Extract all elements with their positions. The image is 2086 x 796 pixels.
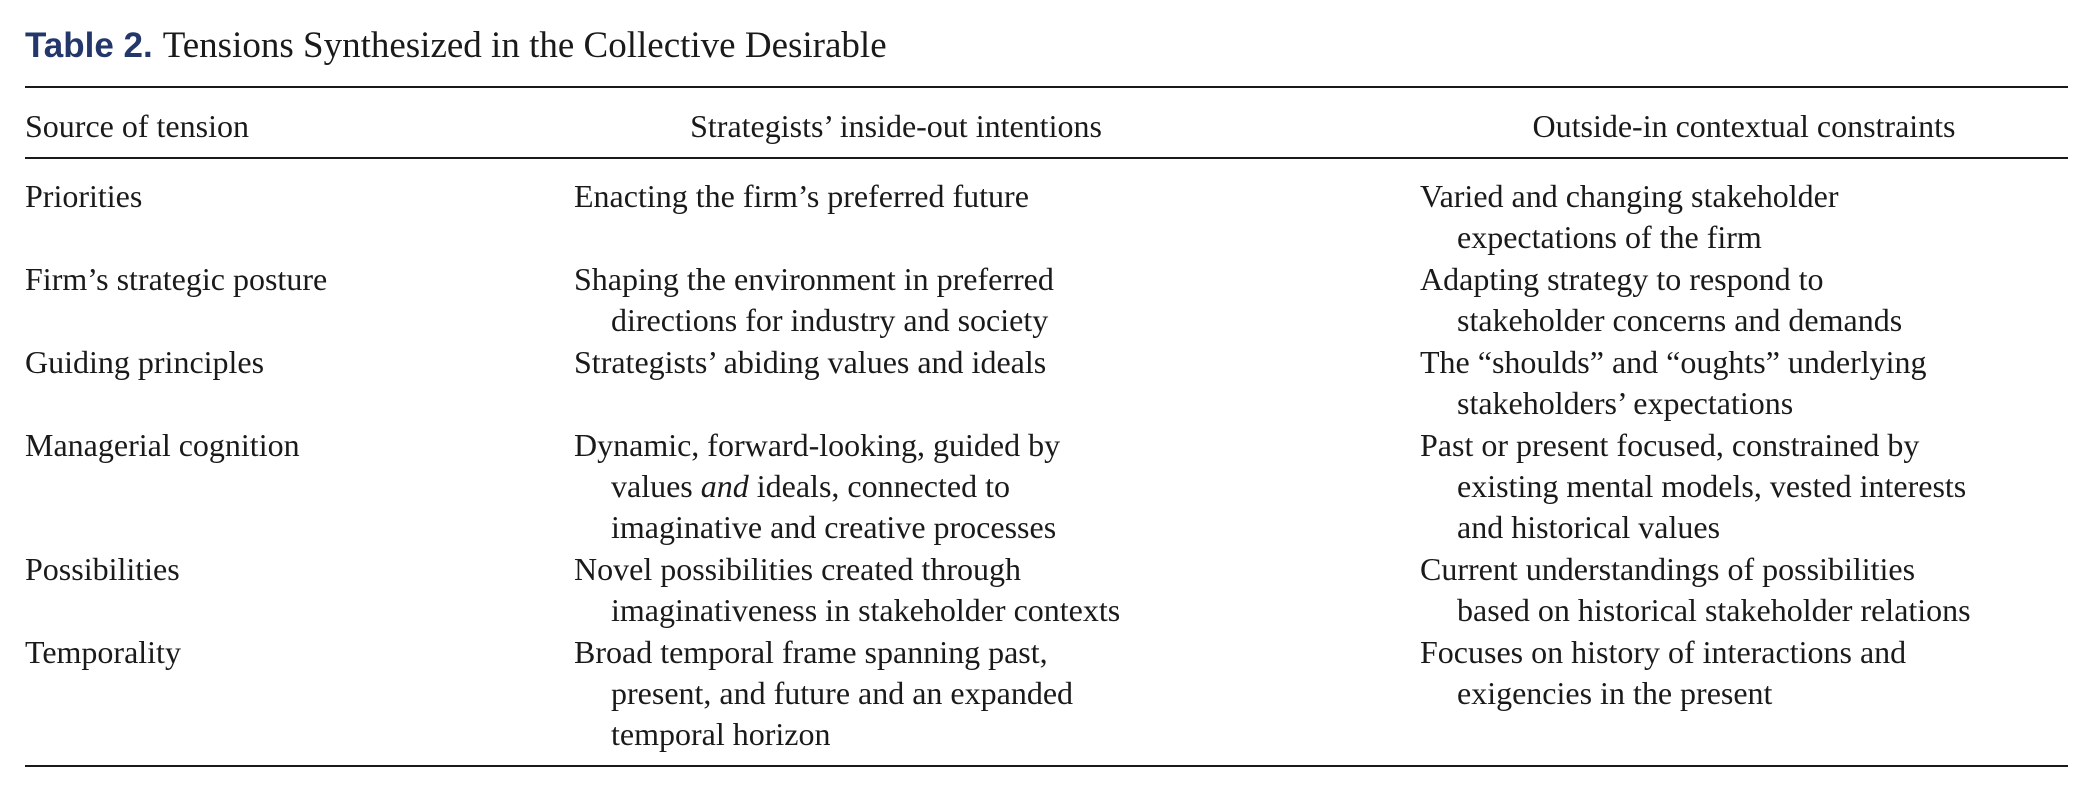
table-row xyxy=(0,342,2086,425)
cell-line: The “shoulds” and “oughts” underlying xyxy=(1420,344,1927,380)
table-row xyxy=(0,176,2086,259)
source-of-tension-cell: Possibilities xyxy=(25,551,180,587)
cell-line: stakeholders’ expectations xyxy=(1457,385,1794,421)
table-row xyxy=(0,425,2086,549)
cell-line: Novel possibilities created through xyxy=(574,551,1022,587)
cell-line: temporal horizon xyxy=(611,716,831,752)
outside-in-cell xyxy=(1420,176,2086,258)
inside-out-cell xyxy=(574,549,1234,631)
source-of-tension-cell: Firm’s strategic posture xyxy=(25,261,328,297)
source-of-tension-cell: Priorities xyxy=(25,178,143,214)
inside-out-cell xyxy=(574,342,1234,383)
header-outside-in-constraints: Outside-in contextual constraints xyxy=(1532,108,1956,144)
outside-in-cell xyxy=(1420,549,2086,631)
cell-line: directions for industry and society xyxy=(611,302,1049,338)
cell-line xyxy=(574,466,1234,507)
header-inside-out-intentions: Strategists’ inside-out intentions xyxy=(690,108,1102,144)
cell-line: Dynamic, forward-looking, guided by xyxy=(574,427,1061,463)
table-caption xyxy=(25,20,887,72)
cell-line: present, and future and an expanded xyxy=(611,675,1074,711)
outside-in-cell xyxy=(1420,259,2086,341)
header-source-of-tension: Source of tension xyxy=(25,108,249,144)
top-rule xyxy=(25,86,2068,88)
table-title: Tensions Synthesized in the Collective Desirable xyxy=(162,25,887,66)
header-rule xyxy=(25,157,2068,159)
outside-in-cell xyxy=(1420,342,2086,424)
cell-line: exigencies in the present xyxy=(1457,675,1773,711)
cell-line: Current understandings of possibilities xyxy=(1420,551,1916,587)
cell-line: Adapting strategy to respond to xyxy=(1420,261,1824,297)
cell-line: existing mental models, vested interests xyxy=(1457,468,1967,504)
emphasis-text: and xyxy=(700,468,749,504)
table-row xyxy=(0,259,2086,342)
cell-line: Focuses on history of interactions and xyxy=(1420,634,1907,670)
cell-line: stakeholder concerns and demands xyxy=(1457,302,1903,338)
cell-line: Past or present focused, constrained by xyxy=(1420,427,1920,463)
source-of-tension-cell: Temporality xyxy=(25,634,181,670)
inside-out-cell xyxy=(574,425,1234,548)
cell-line: Enacting the firm’s preferred future xyxy=(574,178,1029,214)
cell-text: values xyxy=(611,468,701,504)
cell-line: imaginative and creative processes xyxy=(611,509,1057,545)
source-of-tension-cell: Guiding principles xyxy=(25,344,265,380)
inside-out-cell xyxy=(574,632,1234,755)
cell-line: Broad temporal frame spanning past, xyxy=(574,634,1048,670)
table-row xyxy=(0,632,2086,756)
cell-line: Varied and changing stakeholder xyxy=(1420,178,1839,214)
source-of-tension-cell: Managerial cognition xyxy=(25,427,300,463)
cell-line: Shaping the environment in preferred xyxy=(574,261,1054,297)
table-row xyxy=(0,549,2086,632)
bottom-rule xyxy=(25,765,2068,767)
cell-line: based on historical stakeholder relations xyxy=(1457,592,1971,628)
inside-out-cell xyxy=(574,259,1234,341)
outside-in-cell xyxy=(1420,632,2086,714)
table-number: Table 2. xyxy=(25,26,153,65)
inside-out-cell xyxy=(574,176,1234,217)
cell-line: Strategists’ abiding values and ideals xyxy=(574,344,1047,380)
cell-line: imaginativeness in stakeholder contexts xyxy=(611,592,1121,628)
cell-line: and historical values xyxy=(1457,509,1721,545)
cell-line: expectations of the firm xyxy=(1457,219,1762,255)
outside-in-cell xyxy=(1420,425,2086,548)
table-body xyxy=(0,176,2086,756)
cell-text: ideals, connected to xyxy=(748,468,1010,504)
